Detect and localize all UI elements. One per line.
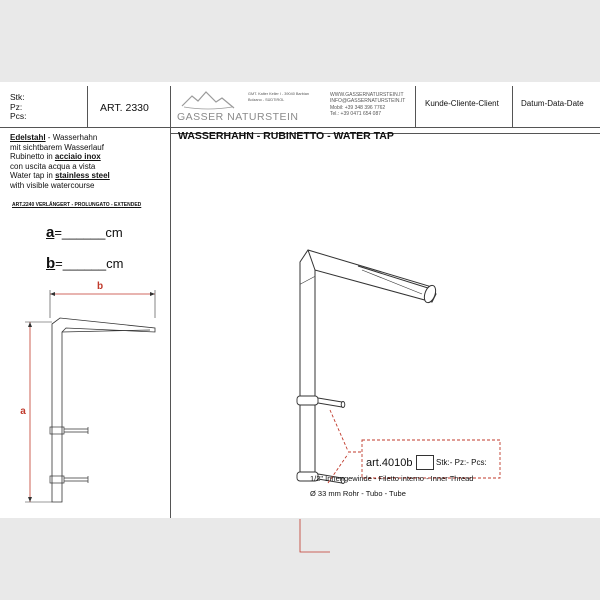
material-term: stainless steel: [55, 171, 110, 181]
qty-label-pz: Pz:: [10, 101, 23, 112]
phone-number: Tel.: +39 0471 654 087: [330, 110, 382, 117]
dimension-a-field: [46, 224, 123, 241]
dimension-b-field: [46, 255, 123, 272]
accessory-leader-lines: [328, 410, 500, 483]
thread-leader-line: [300, 519, 330, 552]
material-term: acciaio inox: [54, 152, 101, 162]
header-divider: [415, 86, 416, 127]
dimension-a-blank: =______cm: [54, 225, 123, 240]
company-contact: [330, 92, 405, 117]
brand-name: GASSER NATURSTEIN: [177, 111, 299, 123]
qty-label-stk: Stk:: [10, 92, 25, 102]
qty-label-pcs: Pcs:: [10, 111, 27, 121]
address-line: GMT. Kalter Keller I - 39040 Barbian: [248, 92, 309, 96]
desc-text: mit sichtbarem Wasserlauf: [10, 142, 104, 152]
company-address: [248, 92, 309, 103]
desc-text: with visible watercourse: [10, 180, 95, 190]
desc-text: Rubinetto in: [10, 152, 55, 162]
desc-text: con uscita acqua a vista: [10, 161, 96, 171]
accessory-qty-label: Stk:- Pz:- Pcs:: [436, 458, 487, 467]
extended-note: ART.2240 VERLÄNGERT - PROLUNGATO - EXTENDED: [12, 202, 142, 208]
wall-bracket: [50, 427, 88, 434]
client-label: Kunde-Cliente-Client: [425, 99, 499, 108]
dimension-a-label: a: [20, 406, 26, 417]
accessory-qty-box[interactable]: [416, 455, 434, 470]
wall-bracket: [50, 476, 88, 483]
drawing-sheet: [0, 82, 600, 518]
article-number: ART. 2330: [100, 102, 149, 114]
desc-text: Water tap in: [10, 171, 56, 181]
qty-labels: [10, 93, 27, 122]
header-divider: [512, 86, 513, 127]
dimension-drawing: [0, 272, 170, 518]
website: WWW.GASSERNATURSTEIN.IT: [330, 92, 404, 98]
header-divider: [87, 86, 88, 127]
dimension-b-letter: b: [46, 255, 56, 272]
material-term: Edelstahl: [10, 133, 46, 142]
header-bottom-line: [0, 127, 600, 128]
dimension-b-blank: =______cm: [55, 256, 124, 271]
dimension-a-letter: a: [46, 224, 55, 241]
date-label: Datum-Data-Date: [521, 99, 584, 108]
email: INFO@GASSERNATURSTEIN.IT: [330, 98, 406, 105]
dimension-b-label: b: [96, 281, 104, 292]
tube-note: Ø 33 mm Rohr - Tubo - Tube: [310, 489, 406, 498]
product-description: [10, 133, 110, 191]
page-title: WASSERHAHN - RUBINETTO - WATER TAP: [178, 130, 394, 142]
thread-note: 1/2" Innengewinde - Filetto interno - Inner Thread: [310, 474, 474, 483]
accessory-article: art.4010b: [366, 457, 413, 469]
tap-body-outline: [300, 250, 438, 480]
tap-side-outline: [52, 318, 155, 502]
desc-text: - Wasserhahn: [45, 133, 98, 142]
address-line: Bolzano - SÜDTIROL: [248, 97, 285, 102]
mobile-number: Mobil: +39 348 396 7762: [330, 104, 386, 111]
